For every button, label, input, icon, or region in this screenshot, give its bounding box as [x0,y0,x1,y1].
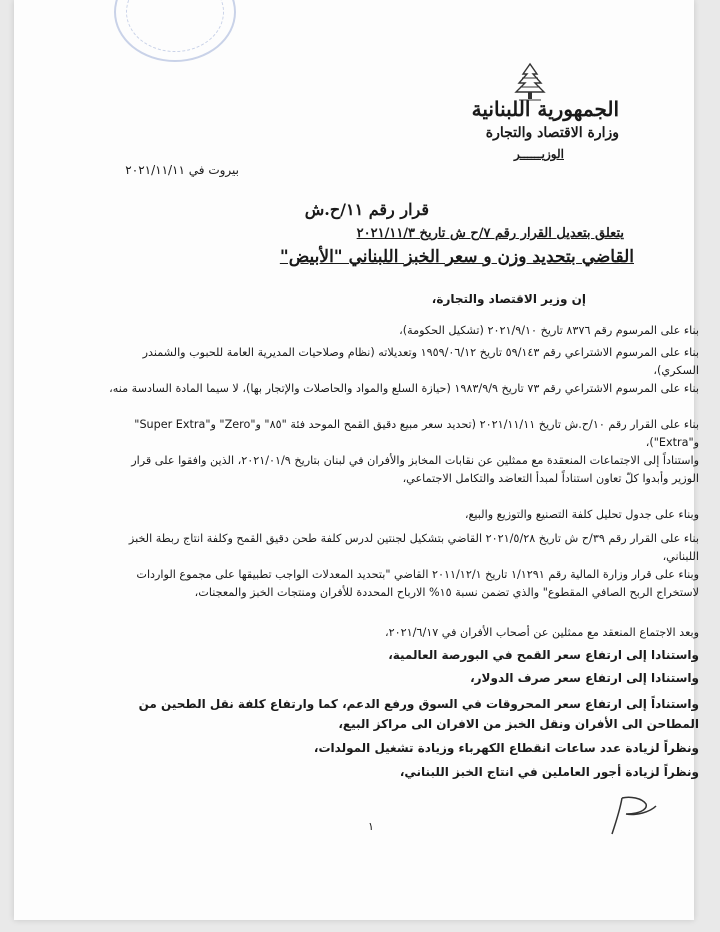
paragraph: بناء على المرسوم رقم ٨٣٧٦ تاريخ ٢٠٢١/٩/١٠ (تشكيل الحكومة)، [399,324,699,337]
bold-paragraph: واستنادا إلى ارتفاع سعر صرف الدولار، [470,671,699,685]
paragraph: وبناء على جدول تحليل كلفة التصنيع والتوزيع والبيع، [464,508,699,521]
document-page [14,0,699,920]
paragraph: وبناء على قرار وزارة المالية رقم ١/١٢٩١ تاريخ ٢٠١١/١٢/١ القاضي "بتحديد المعدلات الواجب تطبيقها على مجموع الواردات لاستخراج الربح الصافي المقطوع" والذي تضمن نسبة ١٥% الارباح المحددة للأفران ومنتجات الخبز والمعجنات، [136,568,699,599]
bold-paragraph: ونظراً لزيادة أجور العاملين في انتاج الخبز اللبناني، [399,765,699,779]
paragraph: بناء على القرار رقم ٣٩/ح ش تاريخ ٢٠٢١/٥/٢٨ القاضي بتشكيل لجنتين لدرس كلفة طحن دقيق القمح وكلفة انتاج ربطة الخبز اللبناني، [128,532,699,563]
paragraph: بناء على القرار رقم ١٠/ح.ش تاريخ ٢٠٢١/١١/١١ (تحديد سعر مبيع دقيق القمح الموحد فئة "٨٥" و"Zero" و"Super Extra" و"Extra")، [134,418,699,449]
paragraph: بناء على المرسوم الاشتراعي رقم ٥٩/١٤٣ تاريخ ١٩٥٩/٠٦/١٢ وتعديلاته (نظام وصلاحيات المديرية العامة للحبوب والشمندر السكري)، [142,346,699,377]
official-stamp [114,0,236,62]
signature [602,792,662,842]
header-ministry: وزارة الاقتصاد والتجارة [485,125,619,141]
document-date: بيروت في ٢٠٢١/١١/١١ [125,163,239,177]
header-republic: الجمهورية اللبنانية [471,97,619,121]
paragraph: واستناداً إلى الاجتماعات المنعقدة مع ممثلين عن نقابات المخابز والأفران في لبنان بتاريخ ٢٠٢١/٠١/٩، الذين وافقوا على قرار الوزير وأبدوا كلّ تعاون استناداً لمبدأ التعاضد والتكامل الاجتماعي، [131,454,699,485]
salutation: إن وزير الاقتصاد والتجارة، [431,292,586,306]
bold-paragraph: واستناداً إلى ارتفاع سعر المحروقات في السوق ورفع الدعم، كما وارتفاع كلفة نقل الطحين من المطاحن الى الأفران ونقل الخبز من الافران الى مراكز البيع، [138,697,699,731]
header-minister-title: الوزيــــــر [513,147,564,161]
decision-number: قرار رقم ١١/ح.ش [304,200,429,219]
page-number: ١ [368,820,374,833]
decision-subject-line: يتعلق بتعديل القرار رقم ٧/ح ش تاريخ ٢٠٢١/١١/٣ [356,226,624,241]
cedar-emblem-icon [511,62,549,102]
paragraph: وبعد الاجتماع المنعقد مع ممثلين عن أصحاب الأفران في ٢٠٢١/٦/١٧، [385,626,699,639]
paragraph: بناء على المرسوم الاشتراعي رقم ٧٣ تاريخ ١٩٨٣/٩/٩ (حيازة السلع والمواد والحاصلات والإتجار بها)، لا سيما المادة السادسة منه، [109,382,699,395]
decision-subject-detail: القاضي بتحديد وزن و سعر الخبز اللبناني "الأبيض" [279,247,634,267]
bold-paragraph: ونظراً لزيادة عدد ساعات انقطاع الكهرباء وزيادة تشغيل المولدات، [313,741,699,755]
bold-paragraph: واستنادا إلى ارتفاع سعر القمح في البورصة العالمية، [388,648,699,662]
